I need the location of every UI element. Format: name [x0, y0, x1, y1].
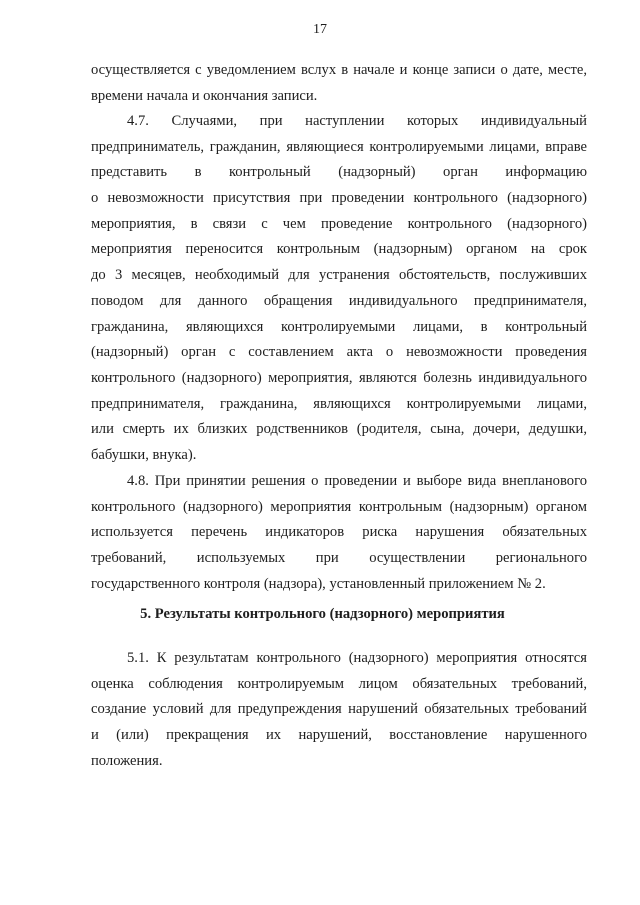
text-line: поводом для данного обращения индивидуального предпринимателя, [91, 292, 587, 309]
text-line: бабушки, внука). [91, 446, 197, 463]
text-line: контрольного (надзорного) мероприятия, являются болезнь индивидуального [91, 369, 587, 386]
text-line: 4.7. Случаями, при наступлении которых индивидуальный [127, 113, 587, 129]
text-line: положения. [91, 752, 163, 769]
text-line: мероприятия переносится контрольным (надзорным) органом на срок [91, 241, 587, 258]
text-line: о невозможности присутствия при проведении контрольного (надзорного) [91, 190, 587, 207]
text-line: контрольного (надзорного) мероприятия контрольным (надзорным) органом [91, 498, 587, 515]
text-line: и (или) прекращения их нарушений, восстановление нарушенного [91, 727, 587, 744]
text-line: представить в контрольный (надзорный) орган информацию [91, 164, 587, 181]
text-line: предпринимателя, гражданина, являющихся контролируемыми лицами, [91, 395, 587, 412]
text-line: оценка соблюдения контролируемым лицом обязательных требований, [91, 675, 587, 692]
text-line: государственного контроля (надзора), установленный приложением № 2. [91, 575, 546, 592]
text-line: до 3 месяцев, необходимый для устранения обстоятельств, послуживших [91, 267, 587, 284]
text-line: гражданина, являющихся контролируемыми лицами, в контрольный [91, 318, 587, 335]
text-line: времени начала и окончания записи. [91, 87, 318, 104]
text-line: создание условий для предупреждения нарушений обязательных требований [91, 701, 587, 718]
paragraph-5-1 [91, 646, 587, 774]
text-line: мероприятия, в связи с чем проведение контрольного (надзорного) [91, 215, 587, 232]
text-line: 5.1. К результатам контрольного (надзорного) мероприятия относятся [127, 650, 587, 666]
text-line: 4.8. При принятии решения о проведении и выборе вида внепланового [127, 473, 587, 489]
text-line: используется перечень индикаторов риска нарушения обязательных [91, 524, 587, 541]
section-heading: 5. Результаты контрольного (надзорного) мероприятия [140, 606, 505, 622]
text-line: требований, используемых при осуществлении регионального [91, 550, 587, 567]
paragraph-4-8 [91, 469, 587, 597]
text-line: или смерть их близких родственников (родителя, сына, дочери, дедушки, [91, 421, 587, 438]
continuation-paragraph [91, 58, 587, 109]
text-line: (надзорный) орган с составлением акта о невозможности проведения [91, 344, 587, 361]
paragraph-4-7 [91, 109, 587, 469]
text-line: предприниматель, гражданин, являющиеся контролируемыми лицами, вправе [91, 138, 587, 155]
page-number: 17 [313, 22, 327, 37]
text-line: осуществляется с уведомлением вслух в начале и конце записи о дате, месте, [91, 62, 587, 78]
